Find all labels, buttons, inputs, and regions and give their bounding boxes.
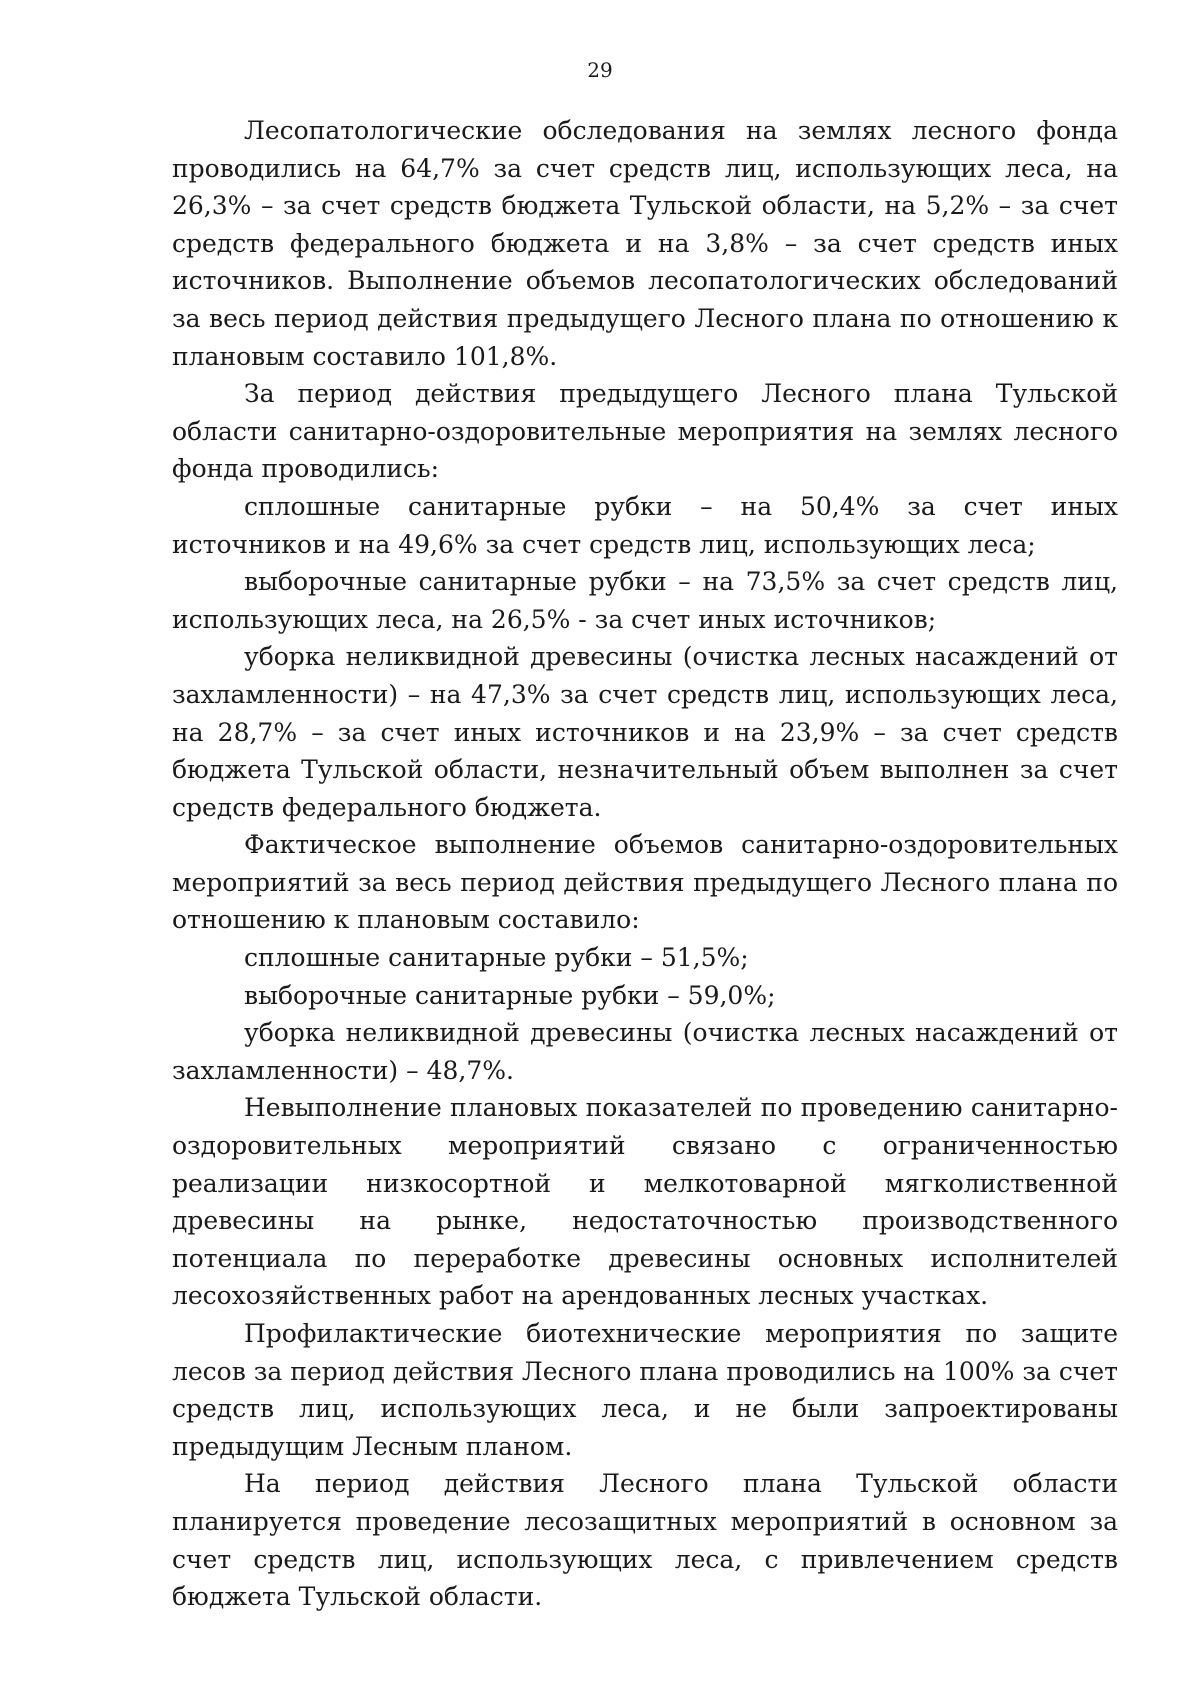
- list-item-illiquid-wood-removal: уборка неликвидной древесины (очистка лесных насаждений от захламленности) – на 47,3% за счет средств лиц, использующих леса, на 28,7% – за счет иных источников и на 23,9% – за счет средств бюджета Тульской области, незначительный объем выполнен за счет средств федерального бюджета.: [172, 642, 1118, 822]
- list-item-selective-cuttings: выборочные санитарные рубки – на 73,5% за счет средств лиц, использующих леса, на 26,5% - за счет иных источников;: [172, 567, 1118, 634]
- list-item-illiquid-wood-result: уборка неликвидной древесины (очистка лесных насаждений от захламленности) – 48,7%.: [172, 1018, 1118, 1085]
- list-item-selective-cuttings-result: выборочные санитарные рубки – 59,0%;: [244, 980, 776, 1010]
- paragraph-nonfulfillment-reasons: Невыполнение плановых показателей по проведению санитарно-оздоровительных мероприятий связано с ограниченностью реализации низкосортной и мелкотоварной мягколиственной древесины на рынке, недостаточностью производственного потенциала по переработке древесины основных исполнителей лесохозяйственных работ на арендованных лесных участках.: [172, 1093, 1118, 1311]
- page-number: 29: [587, 58, 613, 82]
- list-item-clear-cuttings: сплошные санитарные рубки – на 50,4% за счет иных источников и на 49,6% за счет средств лиц, использующих леса;: [172, 491, 1118, 559]
- document-body: [172, 112, 1118, 1616]
- paragraph-lesopathology-surveys: Лесопатологические обследования на землях лесного фонда проводились на 64,7% за счет средств лиц, использующих леса, на 26,3% – за счет средств бюджета Тульской области, на 5,2% – за счет средств федерального бюджета и на 3,8% – за счет средств иных источников. Выполнение объемов лесопатологических обследований за весь период действия предыдущего Лесного плана по отношению к плановым составило 101,8%.: [172, 116, 1118, 371]
- paragraph-actual-fulfillment-intro: Фактическое выполнение объемов санитарно-оздоровительных мероприятий за весь период действия предыдущего Лесного плана по отношению к плановым составило:: [172, 830, 1118, 935]
- list-item-clear-cuttings-result: сплошные санитарные рубки – 51,5%;: [244, 943, 749, 973]
- paragraph-biotechnical-measures: Профилактические биотехнические мероприятия по защите лесов за период действия Лесного плана проводились на 100% за счет средств лиц, использующих леса, и не были запроектированы предыдущим Лесным планом.: [172, 1319, 1118, 1461]
- paragraph-planned-protection: На период действия Лесного плана Тульской области планируется проведение лесозащитных мероприятий в основном за счет средств лиц, использующих леса, с привлечением средств бюджета Тульской области.: [172, 1469, 1118, 1612]
- paragraph-sanitary-measures-intro: За период действия предыдущего Лесного плана Тульской области санитарно-оздоровительные мероприятия на землях лесного фонда проводились:: [172, 379, 1118, 484]
